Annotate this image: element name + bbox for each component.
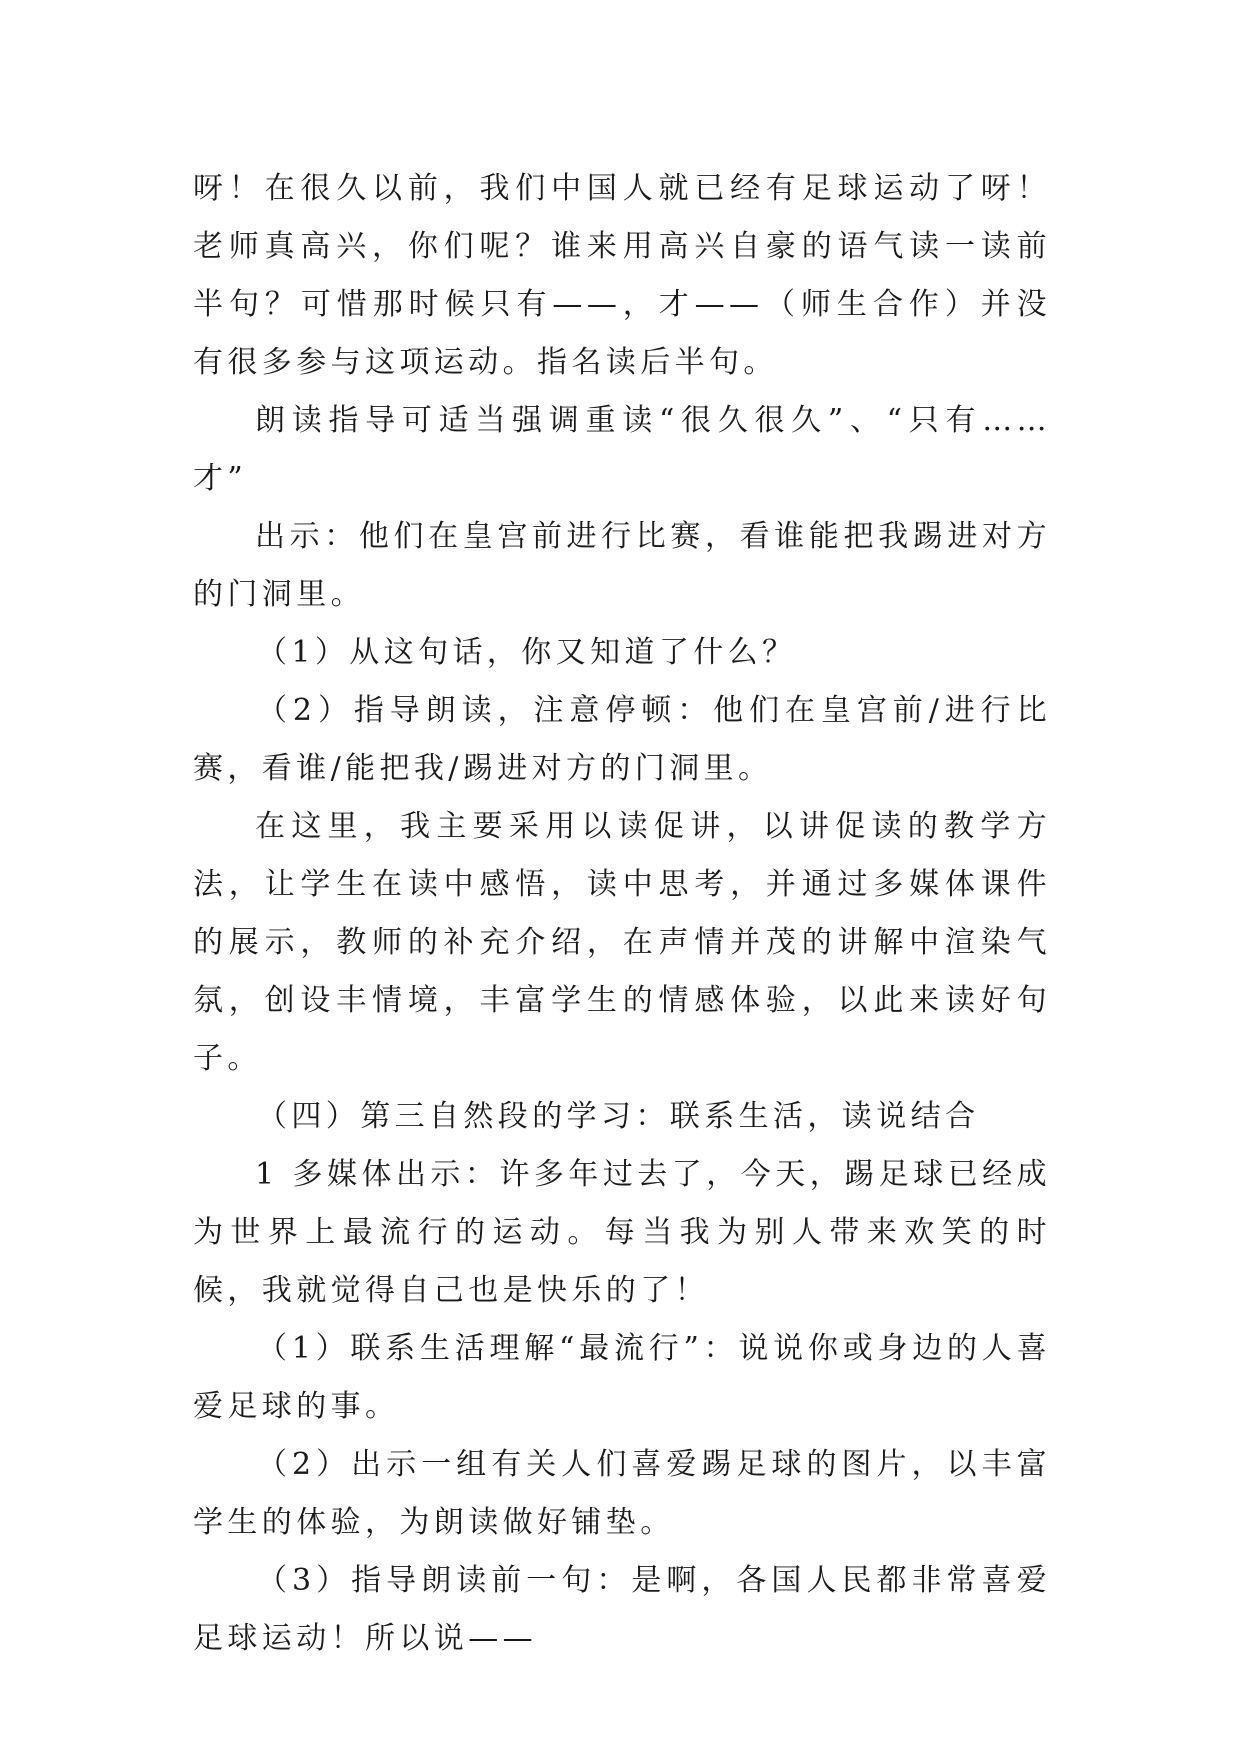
paragraph-9: （2）出示一组有关人们喜爱踢足球的图片，以丰富学生的体验，为朗读做好铺垫。 bbox=[193, 1447, 1051, 1540]
paragraph-3: 出示：他们在皇宫前进行比赛，看谁能把我踢进对方的门洞里。 bbox=[193, 519, 1051, 612]
paragraph-6: 在这里，我主要采用以读促讲，以讲促读的教学方法，让学生在读中感悟，读中思考，并通过多媒体课件的展示，教师的补充介绍，在声情并茂的讲解中渲染气氛，创设丰情境，丰富学生的情感体验，以此来读好句子。 bbox=[193, 809, 1051, 1076]
paragraph-8: （1）联系生活理解“最流行”：说说你或身边的人喜爱足球的事。 bbox=[193, 1331, 1051, 1424]
paragraph-10: （3）指导朗读前一句：是啊，各国人民都非常喜爱足球运动！所以说—— bbox=[193, 1563, 1051, 1656]
paragraph-1: 呀！在很久以前，我们中国人就已经有足球运动了呀！老师真高兴，你们呢？谁来用高兴自豪的语气读一读前半句？可惜那时候只有——，才——（师生合作）并没有很多参与这项运动。指名读后半句。 bbox=[193, 171, 1051, 380]
section-heading: （四）第三自然段的学习：联系生活，读说结合 bbox=[257, 1099, 980, 1134]
document-body bbox=[193, 160, 1051, 1668]
paragraph-5: （2）指导朗读，注意停顿：他们在皇宫前/进行比赛，看谁/能把我/踢进对方的门洞里。 bbox=[193, 693, 1051, 786]
paragraph-2: 朗读指导可适当强调重读“很久很久”、“只有……才” bbox=[193, 403, 1051, 496]
paragraph-7: 1 多媒体出示：许多年过去了，今天，踢足球已经成为世界上最流行的运动。每当我为别人带来欢笑的时候，我就觉得自己也是快乐的了！ bbox=[193, 1157, 1051, 1308]
paragraph-4: （1）从这句话，你又知道了什么？ bbox=[257, 635, 797, 670]
